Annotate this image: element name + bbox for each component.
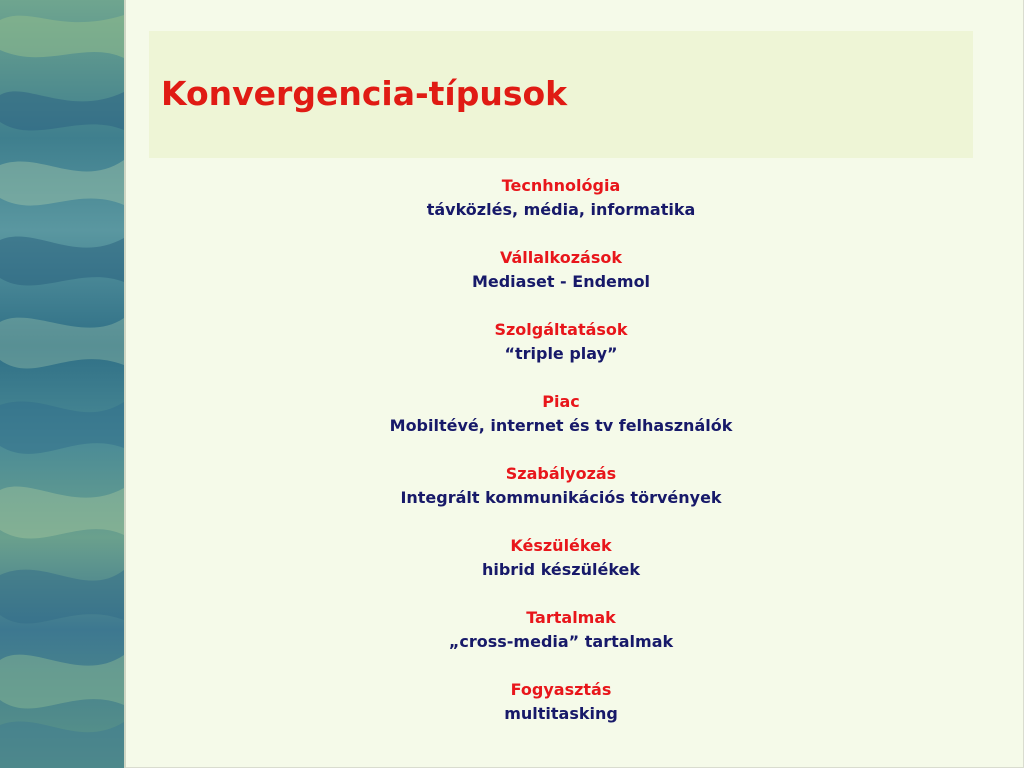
watercolor-texture-graphic bbox=[0, 0, 124, 768]
list-item bbox=[349, 606, 773, 654]
item-heading: Szolgáltatások bbox=[494, 320, 628, 339]
convergence-list bbox=[349, 174, 773, 750]
list-item bbox=[349, 318, 773, 366]
item-heading: Készülékek bbox=[510, 536, 612, 555]
item-detail: Mobiltévé, internet és tv felhasználók bbox=[389, 416, 733, 435]
list-item bbox=[349, 462, 773, 510]
list-item bbox=[349, 246, 773, 294]
list-item bbox=[349, 390, 773, 438]
item-heading: Fogyasztás bbox=[510, 680, 612, 699]
slide-title: Konvergencia-típusok bbox=[161, 74, 568, 113]
item-detail: „cross-media” tartalmak bbox=[448, 632, 674, 651]
item-detail: “triple play” bbox=[504, 344, 618, 363]
item-heading: Tecnhnológia bbox=[501, 176, 621, 195]
item-detail: multitasking bbox=[504, 704, 618, 723]
item-detail: hibrid készülékek bbox=[481, 560, 641, 579]
item-detail: Mediaset - Endemol bbox=[471, 272, 651, 291]
list-item bbox=[349, 174, 773, 222]
item-heading: Piac bbox=[542, 392, 580, 411]
list-item bbox=[349, 678, 773, 726]
side-texture bbox=[0, 0, 124, 768]
item-heading: Tartalmak bbox=[526, 608, 616, 627]
list-item bbox=[349, 534, 773, 582]
item-heading: Szabályozás bbox=[505, 464, 617, 483]
item-heading: Vállalkozások bbox=[499, 248, 623, 267]
item-detail: távközlés, média, informatika bbox=[426, 200, 696, 219]
item-detail: Integrált kommunikációs törvények bbox=[400, 488, 722, 507]
